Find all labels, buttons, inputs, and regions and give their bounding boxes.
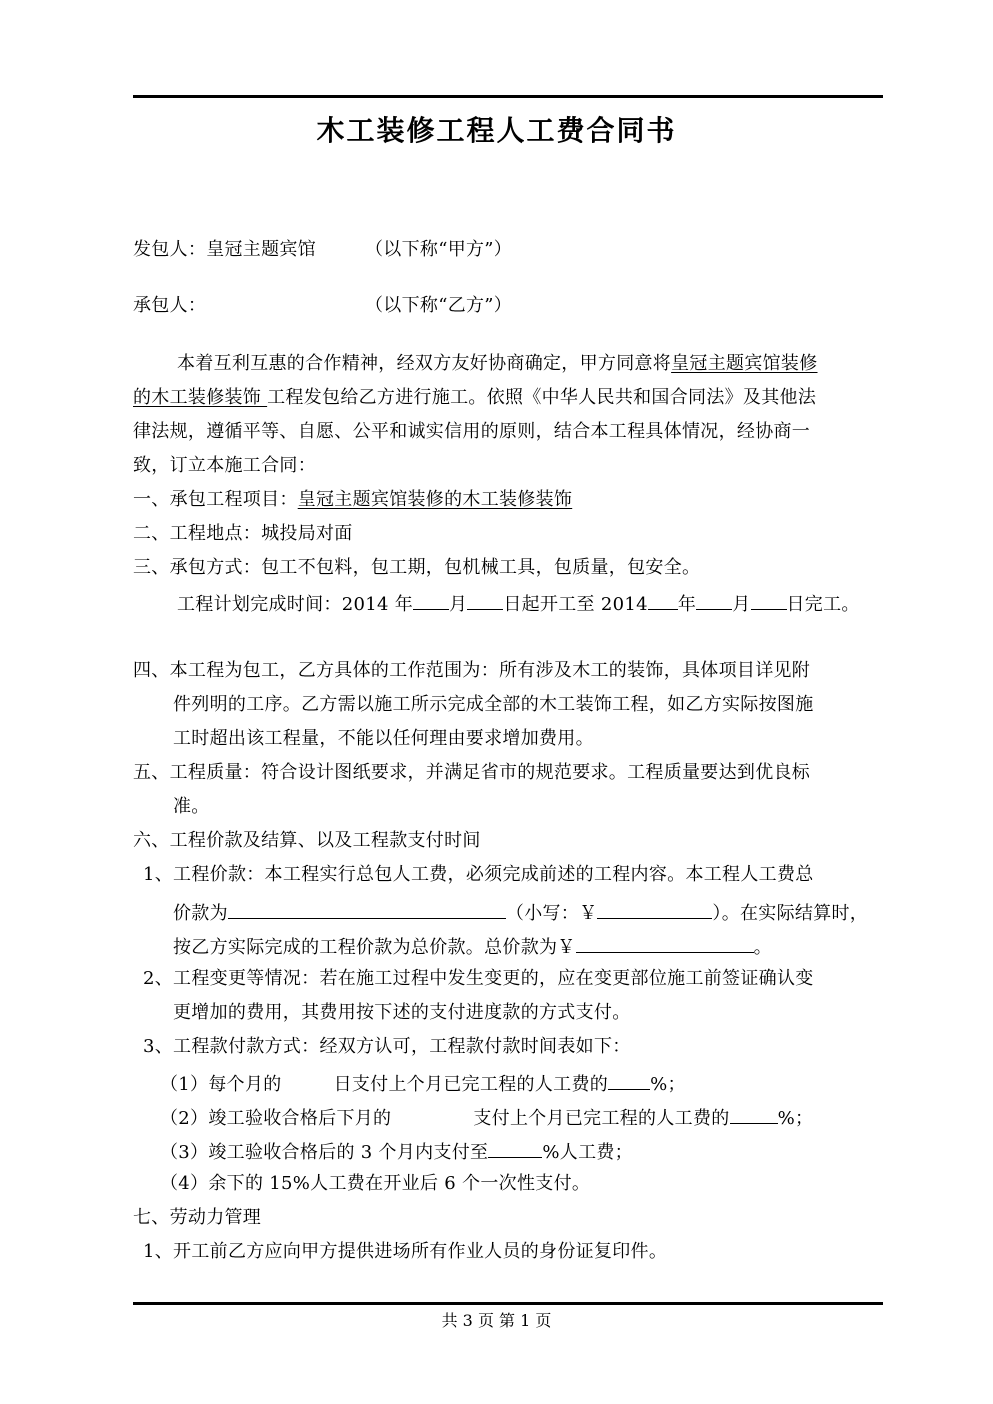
party-a-alias: （以下称“甲方”） xyxy=(365,239,513,260)
schedule-text: 日完工。 xyxy=(786,594,860,615)
blank-field[interactable] xyxy=(413,591,449,610)
section-1 xyxy=(133,489,572,511)
section-6-3-heading: 3、工程款付款方式：经双方认可，工程款付款时间表如下： xyxy=(143,1036,631,1057)
section-6-1-line-2 xyxy=(173,900,868,925)
schedule-text: 月 xyxy=(449,594,468,615)
party-a-label: 发包人： xyxy=(133,239,207,260)
party-b-line xyxy=(133,295,513,317)
section-2: 二、工程地点：城投局对面 xyxy=(133,523,353,544)
section-1-value: 皇冠主题宾馆装修的木工装修装饰 xyxy=(297,489,573,510)
payment-text: 日支付上个月已完工程的人工费的 xyxy=(333,1074,609,1095)
payment-text: %； xyxy=(650,1074,686,1095)
schedule-text: 年 xyxy=(677,594,697,615)
intro-project-type: 的木工装修装饰 xyxy=(133,387,268,408)
payment-text: （1）每个月的 xyxy=(160,1074,282,1095)
section-6-1-line-3 xyxy=(173,934,772,959)
section-4-line-2: 件列明的工序。乙方需以施工所示完成全部的木工装饰工程，如乙方实际按图施 xyxy=(173,694,814,715)
blank-field[interactable] xyxy=(696,591,732,610)
intro-project-name: 皇冠主题宾馆装修 xyxy=(671,353,818,374)
intro-line-4: 致，订立本施工合同： xyxy=(133,455,316,476)
page-counter: 共 3 页 第 1 页 xyxy=(441,1311,552,1330)
section-5-line-2: 准。 xyxy=(173,796,210,817)
section-1-label: 一、承包工程项目： xyxy=(133,489,298,510)
intro-line-1 xyxy=(177,353,818,375)
payment-item-3 xyxy=(160,1139,633,1164)
schedule-text: 日起开工至 2014 xyxy=(503,594,648,615)
payment-item-4: （4）余下的 15%人工费在开业后 6 个一次性支付。 xyxy=(160,1173,591,1194)
document-title: 木工装修工程人工费合同书 xyxy=(316,114,677,147)
bottom-rule xyxy=(133,1302,883,1305)
section-6-2-line-2: 更增加的费用，其费用按下述的支付进度款的方式支付。 xyxy=(173,1002,631,1023)
party-a-name: 皇冠主题宾馆 xyxy=(206,239,317,260)
intro-text: 工程发包给乙方进行施工。依照《中华人民共和国合同法》及其他法 xyxy=(267,387,817,408)
payment-text: %； xyxy=(777,1108,814,1129)
intro-line-2 xyxy=(133,387,816,409)
section-5-line-1: 五、工程质量：符合设计图纸要求，并满足省市的规范要求。工程质量要达到优良标 xyxy=(133,762,811,783)
section-6-2-line-1: 2、工程变更等情况：若在施工过程中发生变更的，应在变更部位施工前签证确认变 xyxy=(143,968,814,989)
section-3: 三、承包方式：包工不包料，包工期，包机械工具，包质量，包安全。 xyxy=(133,557,701,578)
payment-text: 支付上个月已完工程的人工费的 xyxy=(473,1108,730,1129)
schedule-text: 月 xyxy=(732,594,751,615)
intro-line-3: 律法规，遵循平等、自愿、公平和诚实信用的原则，结合本工程具体情况，经协商一 xyxy=(133,421,811,442)
section-6-heading: 六、工程价款及结算、以及工程款支付时间 xyxy=(133,830,481,851)
price-words-field[interactable] xyxy=(228,900,506,919)
party-b-label: 承包人： xyxy=(133,295,207,316)
section-6-1-line-1: 1、工程价款：本工程实行总包人工费，必须完成前述的工程内容。本工程人工费总 xyxy=(143,864,814,885)
blank-field[interactable] xyxy=(730,1105,778,1124)
price-figure-field[interactable] xyxy=(597,900,712,919)
blank-field[interactable] xyxy=(751,591,787,610)
section-7-heading: 七、劳动力管理 xyxy=(133,1207,262,1228)
section-7-1: 1、开工前乙方应向甲方提供进场所有作业人员的身份证复印件。 xyxy=(143,1241,668,1262)
blank-field[interactable] xyxy=(608,1071,650,1090)
total-price-label: 按乙方实际完成的工程价款为总价款。总价款为￥ xyxy=(173,937,576,958)
price-label: 价款为 xyxy=(173,903,228,924)
party-b-alias: （以下称“乙方”） xyxy=(365,295,513,316)
price-figure-label: （小写：￥ xyxy=(505,903,598,924)
payment-text: %人工费； xyxy=(542,1142,633,1163)
payment-text: （3）竣工验收合格后的 3 个月内支付至 xyxy=(160,1142,489,1163)
total-price-field[interactable] xyxy=(576,934,754,953)
payment-item-1 xyxy=(160,1071,686,1096)
intro-text: 本着互利互惠的合作精神，经双方友好协商确定，甲方同意将 xyxy=(177,353,672,374)
schedule-line xyxy=(177,591,860,616)
schedule-text: 工程计划完成时间：2014 年 xyxy=(177,594,414,615)
blank-field[interactable] xyxy=(488,1139,542,1158)
blank-field[interactable] xyxy=(648,591,678,610)
section-4-line-3: 工时超出该工程量，不能以任何理由要求增加费用。 xyxy=(173,728,594,749)
party-a-line xyxy=(133,239,513,261)
blank-field[interactable] xyxy=(467,591,503,610)
price-text: ）。在实际结算时， xyxy=(712,903,869,924)
top-rule xyxy=(133,95,883,98)
payment-text: （2）竣工验收合格后下月的 xyxy=(160,1108,392,1129)
total-price-end: 。 xyxy=(753,937,772,958)
payment-item-2 xyxy=(160,1105,813,1130)
section-4-line-1: 四、本工程为包工，乙方具体的工作范围为：所有涉及木工的装饰，具体项目详见附 xyxy=(133,660,811,681)
